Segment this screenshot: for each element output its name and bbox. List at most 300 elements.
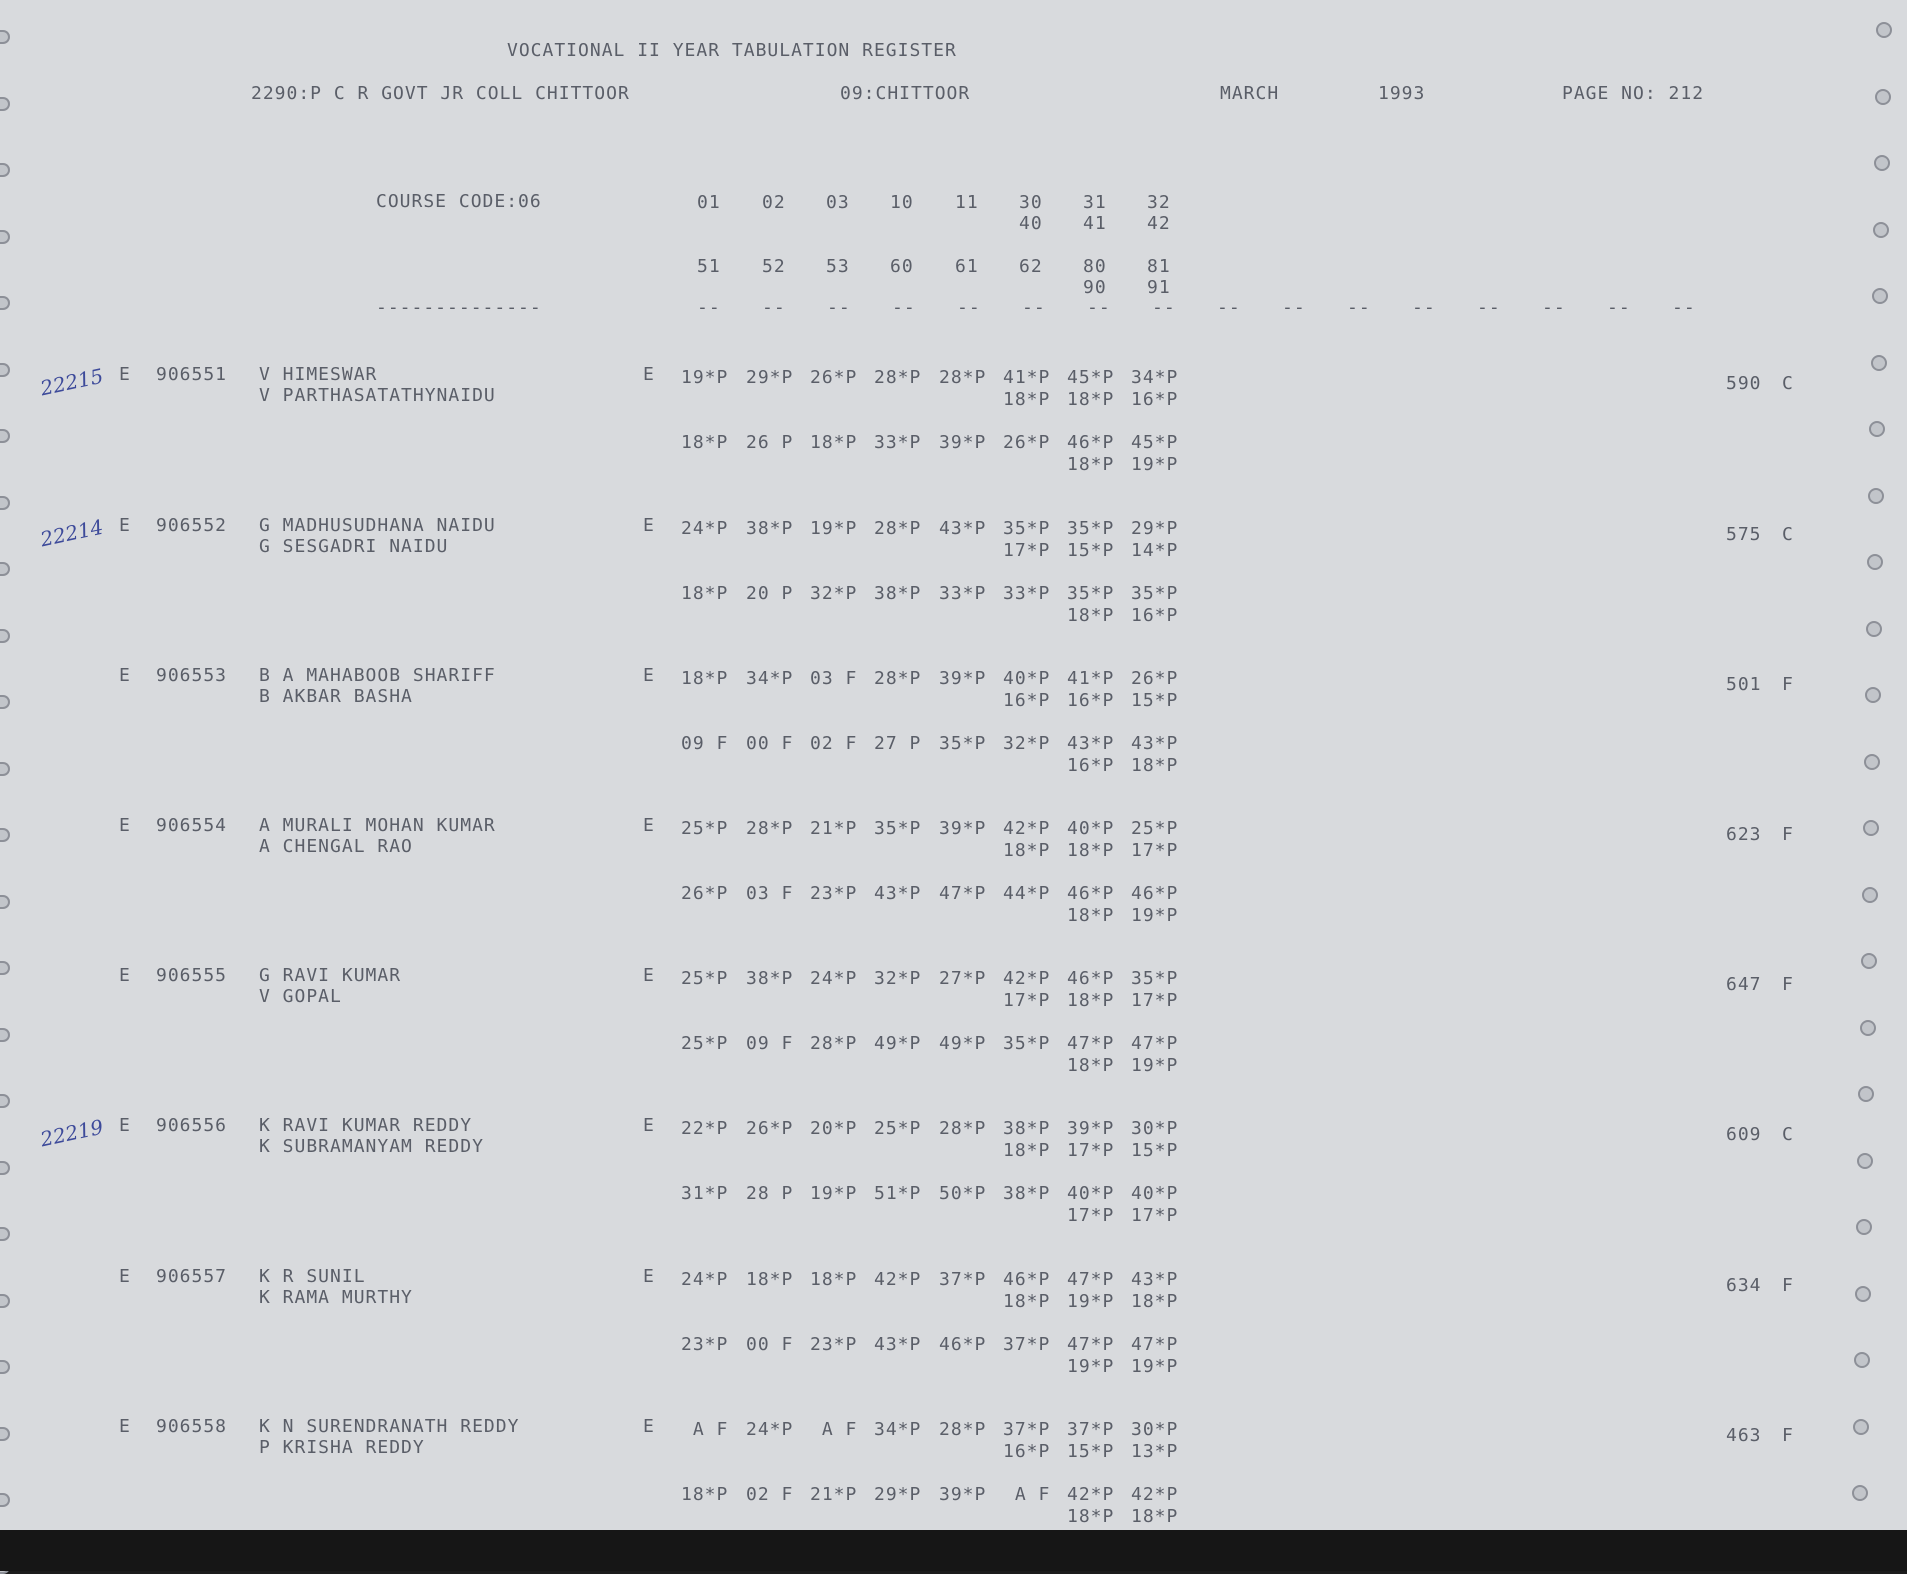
column-dash: --: [1607, 297, 1631, 318]
mark-cell: 30*P: [1131, 1419, 1179, 1440]
mark-cell: 45*P: [1067, 367, 1115, 388]
tractor-feed-hole: [0, 30, 10, 44]
mark-cell: 47*P: [1131, 1334, 1179, 1355]
mark-cell: 17*P: [1131, 990, 1179, 1011]
mark-cell: 42*P: [874, 1269, 922, 1290]
tractor-feed-hole: [1875, 89, 1891, 105]
tractor-feed-hole: [1857, 1153, 1873, 1169]
tractor-feed-hole: [1871, 355, 1887, 371]
mark-cell: 32*P: [874, 968, 922, 989]
mark-cell: 40*P: [1131, 1183, 1179, 1204]
tractor-feed-hole: [0, 1227, 10, 1241]
mark-cell: 39*P: [939, 668, 987, 689]
column-dash: --: [892, 297, 916, 318]
mark-cell: 17*P: [1003, 540, 1051, 561]
mark-cell: A F: [1003, 1484, 1051, 1505]
tractor-feed-hole: [0, 562, 10, 576]
mark-cell: 35*P: [1131, 968, 1179, 989]
mark-cell: 18*P: [1067, 389, 1115, 410]
mark-cell: 19*P: [1131, 454, 1179, 475]
mark-cell: 46*P: [939, 1334, 987, 1355]
student-name: K R SUNIL: [259, 1266, 366, 1287]
subject-code: 02: [762, 192, 786, 213]
medium-code: E: [643, 364, 655, 385]
mark-cell: 03 F: [810, 668, 858, 689]
mark-cell: 46*P: [1003, 1269, 1051, 1290]
mark-cell: 15*P: [1131, 1140, 1179, 1161]
mark-cell: 40*P: [1067, 1183, 1115, 1204]
mark-cell: 27 P: [874, 733, 922, 754]
mark-cell: 24*P: [810, 968, 858, 989]
mark-cell: 32*P: [1003, 733, 1051, 754]
result-code: F: [1782, 1425, 1794, 1446]
medium-code: E: [643, 1266, 655, 1287]
student-name: G MADHUSUDHANA NAIDU: [259, 515, 496, 536]
record-mark: E: [119, 1266, 131, 1287]
mark-cell: 17*P: [1131, 1205, 1179, 1226]
tractor-feed-hole: [1874, 155, 1890, 171]
mark-cell: 47*P: [939, 883, 987, 904]
mark-cell: A F: [681, 1419, 729, 1440]
subject-code: 10: [890, 192, 914, 213]
mark-cell: 51*P: [874, 1183, 922, 1204]
tractor-feed-hole: [0, 1493, 10, 1507]
mark-cell: 24*P: [681, 1269, 729, 1290]
tractor-feed-hole: [1869, 421, 1885, 437]
page-number: PAGE NO: 212: [1562, 83, 1705, 104]
mark-cell: 30*P: [1131, 1118, 1179, 1139]
column-dash: --: [1217, 297, 1241, 318]
mark-cell: 35*P: [1003, 1033, 1051, 1054]
tractor-feed-hole: [1861, 953, 1877, 969]
mark-cell: 16*P: [1131, 389, 1179, 410]
subject-code: 53: [826, 256, 850, 277]
mark-cell: 23*P: [681, 1334, 729, 1355]
mark-cell: 43*P: [1131, 1269, 1179, 1290]
mark-cell: 16*P: [1067, 690, 1115, 711]
mark-cell: 09 F: [746, 1033, 794, 1054]
student-name: K RAVI KUMAR REDDY: [259, 1115, 473, 1136]
mark-cell: 25*P: [1131, 818, 1179, 839]
mark-cell: 18*P: [1003, 1291, 1051, 1312]
mark-cell: 19*P: [810, 518, 858, 539]
roll-number: 906553: [156, 665, 228, 686]
subject-code: 52: [762, 256, 786, 277]
tractor-feed-hole: [0, 163, 10, 177]
tractor-feed-hole: [0, 1028, 10, 1042]
tractor-feed-hole: [0, 363, 10, 377]
mark-cell: 16*P: [1003, 1441, 1051, 1462]
exam-month: MARCH: [1220, 83, 1280, 104]
mark-cell: 50*P: [939, 1183, 987, 1204]
mark-cell: 13*P: [1131, 1441, 1179, 1462]
subject-code: 60: [890, 256, 914, 277]
medium-code: E: [643, 665, 655, 686]
mark-cell: 29*P: [1131, 518, 1179, 539]
mark-cell: 18*P: [1067, 840, 1115, 861]
student-name: A MURALI MOHAN KUMAR: [259, 815, 496, 836]
mark-cell: 16*P: [1067, 755, 1115, 776]
column-dash: --: [697, 297, 721, 318]
medium-code: E: [643, 515, 655, 536]
mark-cell: 18*P: [681, 1484, 729, 1505]
handwritten-note: 22214: [38, 514, 106, 552]
mark-cell: 34*P: [746, 668, 794, 689]
result-code: C: [1782, 373, 1794, 394]
record-mark: E: [119, 965, 131, 986]
tractor-feed-hole: [1863, 820, 1879, 836]
subject-code: 80: [1083, 256, 1107, 277]
mark-cell: 39*P: [939, 818, 987, 839]
subject-code: 81: [1147, 256, 1171, 277]
mark-cell: 43*P: [939, 518, 987, 539]
medium-code: E: [643, 815, 655, 836]
tractor-feed-hole: [0, 496, 10, 510]
mark-cell: 42*P: [1067, 1484, 1115, 1505]
subject-code: 61: [955, 256, 979, 277]
mark-cell: 26*P: [1003, 432, 1051, 453]
column-dash: --: [1282, 297, 1306, 318]
mark-cell: 02 F: [746, 1484, 794, 1505]
subject-code: 90: [1083, 277, 1107, 298]
mark-cell: 49*P: [939, 1033, 987, 1054]
tractor-feed-hole: [0, 629, 10, 643]
handwritten-note: 22215: [38, 363, 106, 401]
mark-cell: 42*P: [1003, 818, 1051, 839]
mark-cell: 47*P: [1067, 1269, 1115, 1290]
mark-cell: 18*P: [1131, 755, 1179, 776]
tractor-feed-hole: [1864, 754, 1880, 770]
roll-number: 906558: [156, 1416, 228, 1437]
roll-number: 906551: [156, 364, 228, 385]
mark-cell: 35*P: [1067, 518, 1115, 539]
mark-cell: 45*P: [1131, 432, 1179, 453]
mark-cell: 47*P: [1067, 1033, 1115, 1054]
subject-code: 91: [1147, 277, 1171, 298]
mark-cell: A F: [810, 1419, 858, 1440]
tractor-feed-hole: [0, 1427, 10, 1441]
subject-code: 51: [697, 256, 721, 277]
mark-cell: 33*P: [1003, 583, 1051, 604]
mark-cell: 18*P: [681, 432, 729, 453]
mark-cell: 35*P: [1067, 583, 1115, 604]
mark-cell: 28*P: [874, 367, 922, 388]
medium-code: E: [643, 1416, 655, 1437]
column-dash: --: [1087, 297, 1111, 318]
mark-cell: 33*P: [939, 583, 987, 604]
mark-cell: 15*P: [1131, 690, 1179, 711]
mark-cell: 18*P: [746, 1269, 794, 1290]
mark-cell: 38*P: [1003, 1118, 1051, 1139]
mark-cell: 16*P: [1003, 690, 1051, 711]
mark-cell: 28*P: [874, 518, 922, 539]
mark-cell: 38*P: [1003, 1183, 1051, 1204]
mark-cell: 18*P: [810, 1269, 858, 1290]
tractor-feed-hole: [1867, 554, 1883, 570]
mark-cell: 18*P: [1131, 1506, 1179, 1527]
mark-cell: 23*P: [810, 1334, 858, 1355]
record-mark: E: [119, 665, 131, 686]
record-mark: E: [119, 515, 131, 536]
total-marks: 575: [1726, 524, 1762, 545]
mark-cell: 35*P: [939, 733, 987, 754]
mark-cell: 28*P: [810, 1033, 858, 1054]
exam-year: 1993: [1378, 83, 1426, 104]
mark-cell: 16*P: [1131, 605, 1179, 626]
mark-cell: 22*P: [681, 1118, 729, 1139]
mark-cell: 39*P: [939, 1484, 987, 1505]
tractor-feed-hole: [1860, 1020, 1876, 1036]
mark-cell: 18*P: [1131, 1291, 1179, 1312]
parent-name: G SESGADRI NAIDU: [259, 536, 449, 557]
mark-cell: 44*P: [1003, 883, 1051, 904]
register-title: VOCATIONAL II YEAR TABULATION REGISTER: [507, 40, 957, 61]
mark-cell: 19*P: [1067, 1291, 1115, 1312]
mark-cell: 26*P: [810, 367, 858, 388]
mark-cell: 40*P: [1067, 818, 1115, 839]
mark-cell: 18*P: [1067, 905, 1115, 926]
tractor-feed-hole: [0, 961, 10, 975]
mark-cell: 46*P: [1067, 432, 1115, 453]
subject-code: 62: [1019, 256, 1043, 277]
parent-name: A CHENGAL RAO: [259, 836, 413, 857]
total-marks: 590: [1726, 373, 1762, 394]
course-underline: --------------: [376, 297, 542, 318]
subject-code: 40: [1019, 213, 1043, 234]
subject-code: 41: [1083, 213, 1107, 234]
mark-cell: 33*P: [874, 432, 922, 453]
mark-cell: 18*P: [681, 668, 729, 689]
mark-cell: 28*P: [939, 367, 987, 388]
tractor-feed-hole: [0, 1360, 10, 1374]
result-code: F: [1782, 1275, 1794, 1296]
mark-cell: 19*P: [1131, 905, 1179, 926]
mark-cell: 25*P: [681, 968, 729, 989]
result-code: F: [1782, 674, 1794, 695]
mark-cell: 17*P: [1067, 1140, 1115, 1161]
mark-cell: 18*P: [681, 583, 729, 604]
tractor-feed-hole: [0, 828, 10, 842]
mark-cell: 39*P: [939, 432, 987, 453]
mark-cell: 47*P: [1131, 1033, 1179, 1054]
tractor-feed-hole: [0, 762, 10, 776]
student-name: V HIMESWAR: [259, 364, 378, 385]
mark-cell: 39*P: [1067, 1118, 1115, 1139]
mark-cell: 19*P: [681, 367, 729, 388]
mark-cell: 24*P: [746, 1419, 794, 1440]
roll-number: 906555: [156, 965, 228, 986]
mark-cell: 26*P: [746, 1118, 794, 1139]
mark-cell: 28*P: [939, 1419, 987, 1440]
mark-cell: 18*P: [1003, 840, 1051, 861]
mark-cell: 46*P: [1067, 883, 1115, 904]
mark-cell: 47*P: [1067, 1334, 1115, 1355]
mark-cell: 15*P: [1067, 540, 1115, 561]
mark-cell: 18*P: [1003, 389, 1051, 410]
subject-code: 03: [826, 192, 850, 213]
mark-cell: 42*P: [1131, 1484, 1179, 1505]
tractor-feed-hole: [0, 895, 10, 909]
mark-cell: 15*P: [1067, 1441, 1115, 1462]
mark-cell: 17*P: [1003, 990, 1051, 1011]
mark-cell: 41*P: [1003, 367, 1051, 388]
tractor-feed-hole: [1866, 621, 1882, 637]
result-code: C: [1782, 524, 1794, 545]
mark-cell: 27*P: [939, 968, 987, 989]
handwritten-note: 22219: [38, 1114, 106, 1152]
tractor-feed-hole: [0, 429, 10, 443]
mark-cell: 29*P: [874, 1484, 922, 1505]
column-dash: --: [1477, 297, 1501, 318]
subject-code: 31: [1083, 192, 1107, 213]
mark-cell: 02 F: [810, 733, 858, 754]
mark-cell: 26 P: [746, 432, 794, 453]
medium-code: E: [643, 965, 655, 986]
tractor-feed-hole: [1868, 488, 1884, 504]
column-dash: --: [1412, 297, 1436, 318]
total-marks: 463: [1726, 1425, 1762, 1446]
mark-cell: 09 F: [681, 733, 729, 754]
result-code: F: [1782, 824, 1794, 845]
mark-cell: 37*P: [939, 1269, 987, 1290]
tractor-feed-hole: [1854, 1352, 1870, 1368]
student-name: G RAVI KUMAR: [259, 965, 402, 986]
mark-cell: 41*P: [1067, 668, 1115, 689]
student-name: B A MAHABOOB SHARIFF: [259, 665, 496, 686]
mark-cell: 32*P: [810, 583, 858, 604]
total-marks: 647: [1726, 974, 1762, 995]
mark-cell: 31*P: [681, 1183, 729, 1204]
mark-cell: 38*P: [874, 583, 922, 604]
column-dash: --: [1347, 297, 1371, 318]
column-dash: --: [1672, 297, 1696, 318]
roll-number: 906557: [156, 1266, 228, 1287]
mark-cell: 35*P: [1131, 583, 1179, 604]
record-mark: E: [119, 815, 131, 836]
total-marks: 623: [1726, 824, 1762, 845]
mark-cell: 34*P: [874, 1419, 922, 1440]
mark-cell: 35*P: [874, 818, 922, 839]
mark-cell: 21*P: [810, 1484, 858, 1505]
mark-cell: 17*P: [1067, 1205, 1115, 1226]
mark-cell: 19*P: [1131, 1356, 1179, 1377]
district-name: 09:CHITTOOR: [840, 83, 971, 104]
mark-cell: 37*P: [1003, 1334, 1051, 1355]
mark-cell: 43*P: [874, 1334, 922, 1355]
mark-cell: 26*P: [1131, 668, 1179, 689]
tractor-feed-hole: [0, 230, 10, 244]
tractor-feed-hole: [1852, 1485, 1868, 1501]
mark-cell: 37*P: [1067, 1419, 1115, 1440]
parent-name: V GOPAL: [259, 986, 342, 1007]
mark-cell: 38*P: [746, 518, 794, 539]
college-name: 2290:P C R GOVT JR COLL CHITTOOR: [251, 83, 630, 104]
total-marks: 609: [1726, 1124, 1762, 1145]
mark-cell: 35*P: [1003, 518, 1051, 539]
tractor-feed-hole: [1856, 1219, 1872, 1235]
mark-cell: 24*P: [681, 518, 729, 539]
mark-cell: 18*P: [1067, 1506, 1115, 1527]
parent-name: P KRISHA REDDY: [259, 1437, 425, 1458]
mark-cell: 26*P: [681, 883, 729, 904]
parent-name: B AKBAR BASHA: [259, 686, 413, 707]
mark-cell: 18*P: [1067, 454, 1115, 475]
column-dash: --: [957, 297, 981, 318]
column-dash: --: [1022, 297, 1046, 318]
mark-cell: 19*P: [810, 1183, 858, 1204]
student-name: K N SURENDRANATH REDDY: [259, 1416, 520, 1437]
tractor-feed-hole: [0, 1161, 10, 1175]
mark-cell: 00 F: [746, 733, 794, 754]
mark-cell: 40*P: [1003, 668, 1051, 689]
total-marks: 501: [1726, 674, 1762, 695]
tractor-feed-hole: [0, 695, 10, 709]
tractor-feed-hole: [1853, 1419, 1869, 1435]
mark-cell: 46*P: [1067, 968, 1115, 989]
tractor-feed-hole: [1862, 887, 1878, 903]
mark-cell: 28*P: [874, 668, 922, 689]
tractor-feed-hole: [1872, 288, 1888, 304]
roll-number: 906556: [156, 1115, 228, 1136]
mark-cell: 43*P: [1067, 733, 1115, 754]
parent-name: K RAMA MURTHY: [259, 1287, 413, 1308]
mark-cell: 25*P: [681, 1033, 729, 1054]
roll-number: 906554: [156, 815, 228, 836]
tractor-feed-hole: [1865, 687, 1881, 703]
mark-cell: 28 P: [746, 1183, 794, 1204]
subject-code: 42: [1147, 213, 1171, 234]
mark-cell: 20*P: [810, 1118, 858, 1139]
mark-cell: 25*P: [681, 818, 729, 839]
roll-number: 906552: [156, 515, 228, 536]
total-marks: 634: [1726, 1275, 1762, 1296]
tractor-feed-hole: [1873, 222, 1889, 238]
mark-cell: 18*P: [1067, 605, 1115, 626]
mark-cell: 18*P: [1003, 1140, 1051, 1161]
mark-cell: 49*P: [874, 1033, 922, 1054]
mark-cell: 28*P: [939, 1118, 987, 1139]
subject-code: 32: [1147, 192, 1171, 213]
scan-border: [0, 1530, 1907, 1571]
tractor-feed-hole: [1858, 1086, 1874, 1102]
subject-code: 01: [697, 192, 721, 213]
medium-code: E: [643, 1115, 655, 1136]
mark-cell: 37*P: [1003, 1419, 1051, 1440]
tractor-feed-hole: [1876, 22, 1892, 38]
subject-code: 11: [955, 192, 979, 213]
mark-cell: 19*P: [1131, 1055, 1179, 1076]
parent-name: V PARTHASATATHYNAIDU: [259, 385, 496, 406]
result-code: F: [1782, 974, 1794, 995]
column-dash: --: [827, 297, 851, 318]
course-code: COURSE CODE:06: [376, 191, 542, 212]
mark-cell: 14*P: [1131, 540, 1179, 561]
mark-cell: 20 P: [746, 583, 794, 604]
mark-cell: 18*P: [1067, 990, 1115, 1011]
record-mark: E: [119, 364, 131, 385]
column-dash: --: [762, 297, 786, 318]
mark-cell: 25*P: [874, 1118, 922, 1139]
mark-cell: 29*P: [746, 367, 794, 388]
record-mark: E: [119, 1115, 131, 1136]
tractor-feed-hole: [0, 1294, 10, 1308]
result-code: C: [1782, 1124, 1794, 1145]
tractor-feed-hole: [0, 1094, 10, 1108]
mark-cell: 21*P: [810, 818, 858, 839]
parent-name: K SUBRAMANYAM REDDY: [259, 1136, 484, 1157]
mark-cell: 34*P: [1131, 367, 1179, 388]
mark-cell: 18*P: [810, 432, 858, 453]
